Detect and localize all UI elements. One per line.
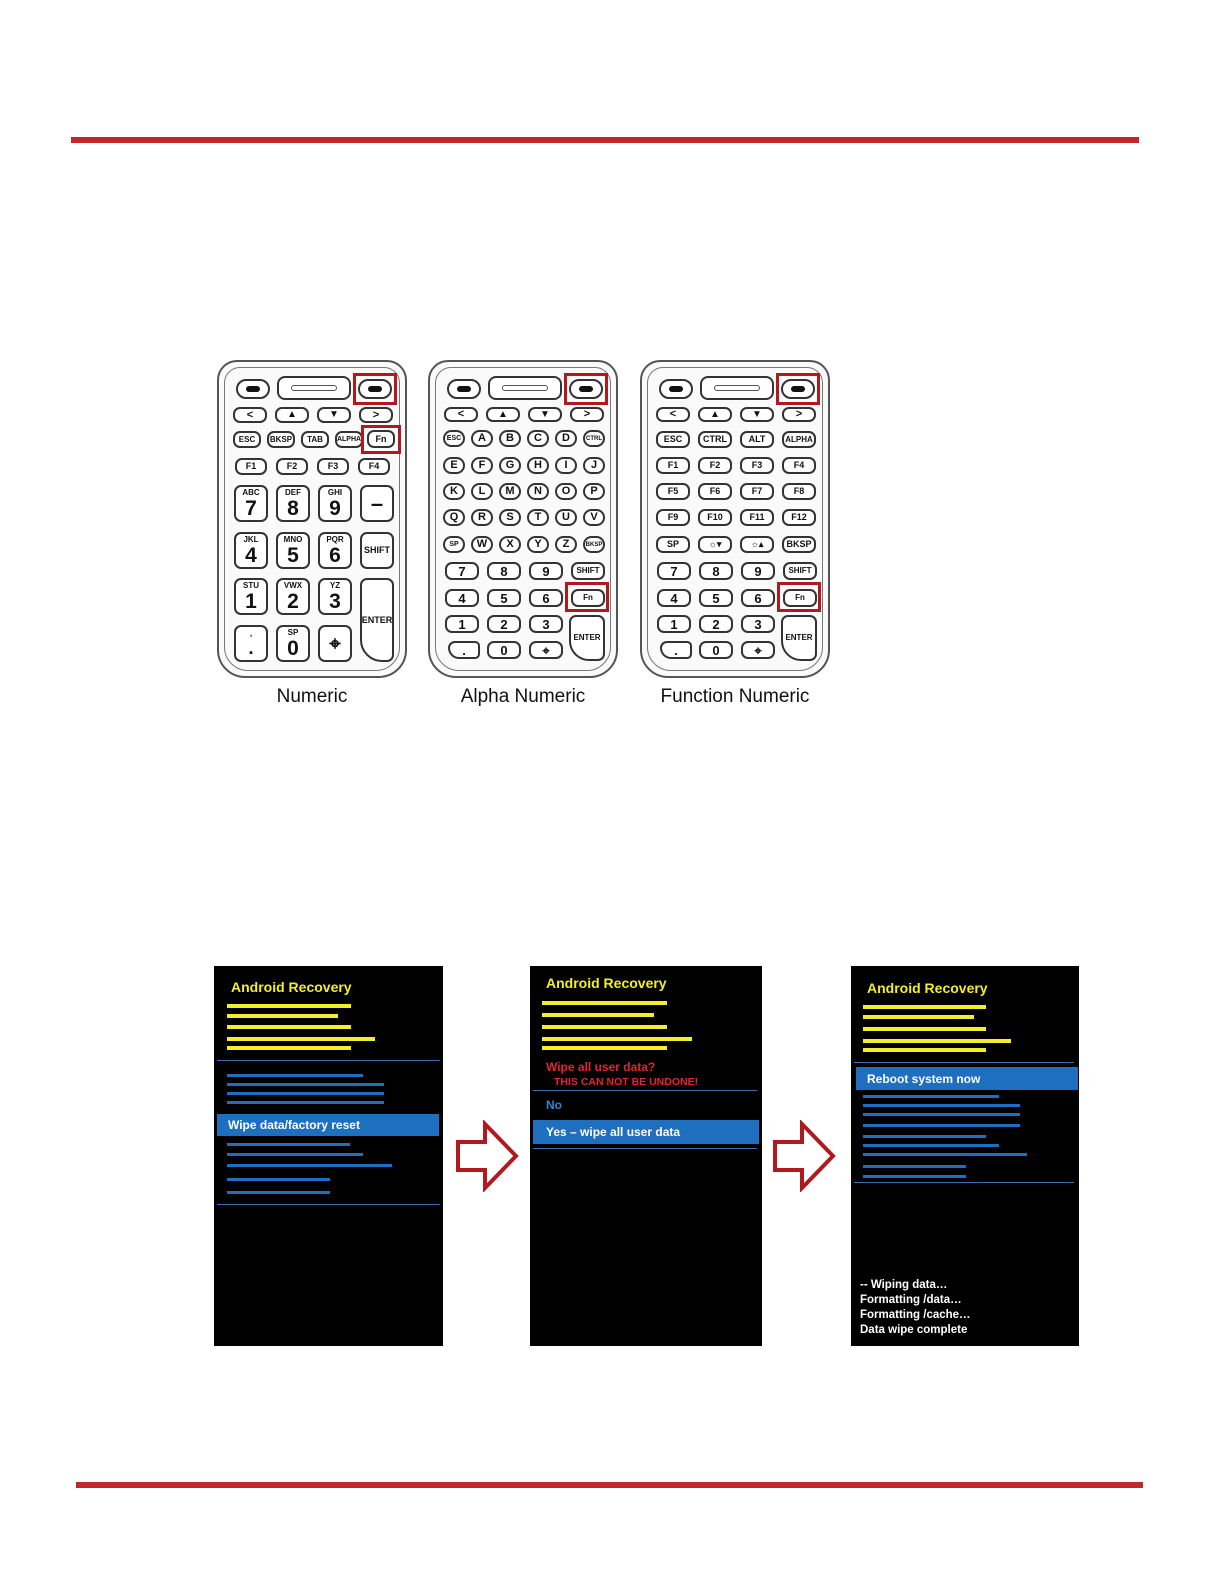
- right-arrow-key[interactable]: >: [359, 407, 393, 423]
- right-arrow-key[interactable]: >: [570, 407, 604, 422]
- f7-key[interactable]: F7: [740, 483, 774, 500]
- left-arrow-key[interactable]: <: [444, 407, 478, 422]
- key-sub-label: ,: [249, 629, 253, 638]
- f12-key[interactable]: F12: [782, 509, 816, 526]
- bksp-key[interactable]: BKSP: [782, 536, 816, 553]
- wipe-data-menu-item[interactable]: Wipe data/factory reset: [217, 1114, 439, 1136]
- pill-icon: [246, 386, 260, 392]
- key-main-label: 4: [245, 543, 257, 567]
- key-sub-label: JKL: [243, 534, 259, 544]
- key-a[interactable]: A: [471, 430, 493, 447]
- scan-bar-icon: [502, 385, 548, 391]
- menu-item-placeholder[interactable]: [863, 1165, 966, 1168]
- undo-warning: THIS CAN NOT BE UNDONE!: [554, 1076, 699, 1088]
- f9-key[interactable]: F9: [656, 509, 690, 526]
- key-0[interactable]: 0: [487, 641, 521, 659]
- scan-button[interactable]: [277, 376, 351, 400]
- ctrl-key[interactable]: CTRL: [583, 430, 605, 447]
- key-z[interactable]: Z: [555, 536, 577, 553]
- period-key[interactable]: .: [448, 641, 480, 659]
- brightness-up-key[interactable]: [740, 536, 774, 553]
- key-v[interactable]: V: [583, 509, 605, 526]
- key-sub-label: STU: [243, 580, 259, 590]
- function-numeric-keypad: [640, 360, 830, 678]
- menu-item-placeholder[interactable]: [863, 1135, 986, 1138]
- f4-key[interactable]: F4: [358, 458, 390, 475]
- key-h[interactable]: H: [527, 457, 549, 474]
- key-9[interactable]: [318, 485, 352, 522]
- menu-item-placeholder[interactable]: [227, 1191, 330, 1194]
- down-arrow-key[interactable]: ▼: [528, 407, 562, 422]
- up-arrow-key[interactable]: ▲: [698, 407, 732, 422]
- period-key[interactable]: [234, 625, 268, 662]
- scan-button[interactable]: [488, 376, 562, 400]
- enter-key[interactable]: [360, 578, 394, 662]
- key-8[interactable]: 8: [487, 562, 521, 580]
- crosshair-key[interactable]: [318, 625, 352, 662]
- log-line: Data wipe complete: [860, 1324, 968, 1336]
- key-e[interactable]: E: [443, 457, 465, 474]
- sp-key[interactable]: SP: [656, 536, 690, 553]
- enter-label: ENTER: [361, 614, 393, 625]
- crosshair-icon: ⌖: [754, 642, 762, 658]
- f11-key[interactable]: F11: [740, 509, 774, 526]
- text-placeholder: [863, 1039, 1011, 1043]
- text-placeholder: [542, 1046, 667, 1050]
- text-placeholder: [227, 1025, 351, 1029]
- key-7[interactable]: 7: [445, 562, 479, 580]
- option-yes-wipe[interactable]: Yes – wipe all user data: [533, 1120, 759, 1144]
- key-4[interactable]: 4: [445, 589, 479, 607]
- key-7[interactable]: [234, 485, 268, 522]
- crosshair-icon: ⌖: [542, 642, 550, 658]
- key-2[interactable]: 2: [487, 615, 521, 633]
- esc-key[interactable]: ESC: [443, 430, 465, 447]
- menu-item-placeholder[interactable]: [863, 1175, 966, 1178]
- enter-key[interactable]: ENTER: [569, 615, 605, 661]
- key-2[interactable]: [276, 578, 310, 615]
- key-main-label: 9: [329, 496, 341, 520]
- highlight-box: [565, 582, 609, 612]
- log-line: -- Wiping data…: [860, 1279, 948, 1291]
- key-t[interactable]: T: [527, 509, 549, 526]
- key-main-label: 8: [287, 496, 299, 520]
- key-sub-label: DEF: [285, 487, 301, 497]
- key-6[interactable]: 6: [741, 589, 775, 607]
- key-w[interactable]: W: [471, 536, 493, 553]
- key-k[interactable]: K: [443, 483, 465, 500]
- key-8[interactable]: [276, 485, 310, 522]
- key-r[interactable]: R: [471, 509, 493, 526]
- alpha-numeric-keypad: [428, 360, 618, 678]
- text-placeholder: [863, 1048, 986, 1052]
- bksp-key[interactable]: BKSP: [583, 536, 605, 553]
- divider: [217, 1204, 440, 1205]
- key-main-label: 1: [245, 589, 257, 613]
- pill-icon: [669, 386, 683, 392]
- key-5[interactable]: 5: [699, 589, 733, 607]
- key-3[interactable]: [318, 578, 352, 615]
- menu-item-placeholder[interactable]: [227, 1083, 384, 1086]
- divider: [854, 1062, 1074, 1063]
- crosshair-icon: ⌖: [329, 632, 341, 655]
- text-placeholder: [542, 1037, 692, 1041]
- right-arrow-key[interactable]: >: [782, 407, 816, 422]
- wipe-prompt: Wipe all user data?: [546, 1060, 656, 1074]
- key-0[interactable]: [276, 625, 310, 662]
- recovery-title: Android Recovery: [231, 979, 352, 995]
- key-1[interactable]: 1: [445, 615, 479, 633]
- f10-key[interactable]: F10: [698, 509, 732, 526]
- key-g[interactable]: G: [499, 457, 521, 474]
- key-6[interactable]: [318, 532, 352, 569]
- key-n[interactable]: N: [527, 483, 549, 500]
- key-6[interactable]: 6: [529, 589, 563, 607]
- f1-key[interactable]: F1: [235, 458, 267, 475]
- text-placeholder: [227, 1004, 351, 1008]
- key-sub-label: PQR: [326, 534, 344, 544]
- key-i[interactable]: I: [555, 457, 577, 474]
- key-7[interactable]: 7: [657, 562, 691, 580]
- divider: [533, 1148, 757, 1149]
- f2-key[interactable]: F2: [276, 458, 308, 475]
- key-sub-label: VWX: [283, 580, 303, 590]
- scan-button[interactable]: [700, 376, 774, 400]
- text-placeholder: [542, 1013, 654, 1017]
- f3-key[interactable]: F3: [740, 457, 774, 474]
- key-s[interactable]: S: [499, 509, 521, 526]
- divider: [217, 1060, 440, 1061]
- scan-bar-icon: [291, 385, 337, 391]
- menu-item-placeholder[interactable]: [227, 1164, 392, 1167]
- key-f[interactable]: F: [471, 457, 493, 474]
- brightness-down-icon: ☼▾: [708, 539, 722, 549]
- shift-key[interactable]: SHIFT: [571, 562, 605, 580]
- key-l[interactable]: L: [471, 483, 493, 500]
- tab-key[interactable]: TAB: [301, 431, 329, 448]
- key-y[interactable]: Y: [527, 536, 549, 553]
- key-x[interactable]: X: [499, 536, 521, 553]
- key-main-label: 3: [329, 589, 341, 613]
- key-m[interactable]: M: [499, 483, 521, 500]
- alpha-key[interactable]: ALPHA: [335, 431, 363, 448]
- text-placeholder: [863, 1027, 986, 1031]
- key-3[interactable]: 3: [529, 615, 563, 633]
- top-rule: [71, 137, 1139, 143]
- log-line: Formatting /data…: [860, 1294, 962, 1306]
- menu-item-placeholder[interactable]: [227, 1092, 384, 1095]
- key-o[interactable]: O: [555, 483, 577, 500]
- crosshair-key[interactable]: [741, 641, 775, 659]
- crosshair-key[interactable]: [529, 641, 563, 659]
- reboot-menu-item[interactable]: Reboot system now: [856, 1067, 1078, 1090]
- esc-key[interactable]: ESC: [233, 431, 261, 448]
- text-placeholder: [542, 1025, 667, 1029]
- text-placeholder: [542, 1001, 667, 1005]
- bottom-rule: [76, 1482, 1143, 1488]
- menu-item-placeholder[interactable]: [227, 1101, 384, 1104]
- left-arrow-key[interactable]: <: [656, 407, 690, 422]
- brightness-down-key[interactable]: [698, 536, 732, 553]
- esc-key[interactable]: ESC: [656, 431, 690, 448]
- fn-key[interactable]: Fn: [571, 589, 605, 607]
- sp-key[interactable]: SP: [443, 536, 465, 553]
- key-main-label: 2: [287, 589, 299, 613]
- menu-item-placeholder[interactable]: [227, 1178, 330, 1181]
- key-q[interactable]: Q: [443, 509, 465, 526]
- f4-key[interactable]: F4: [782, 457, 816, 474]
- keypad-label-function-numeric: Function Numeric: [660, 686, 810, 707]
- shift-key[interactable]: SHIFT: [360, 532, 394, 569]
- numeric-keypad: [217, 360, 407, 678]
- down-arrow-key[interactable]: ▼: [740, 407, 774, 422]
- f8-key[interactable]: F8: [782, 483, 816, 500]
- divider: [533, 1090, 757, 1091]
- key-2[interactable]: 2: [699, 615, 733, 633]
- key-sub-label: YZ: [329, 580, 341, 590]
- enter-key[interactable]: ENTER: [781, 615, 817, 661]
- f3-key[interactable]: F3: [317, 458, 349, 475]
- text-placeholder: [227, 1014, 338, 1018]
- key-9[interactable]: 9: [741, 562, 775, 580]
- left-arrow-key[interactable]: <: [233, 407, 267, 423]
- shift-key[interactable]: SHIFT: [783, 562, 817, 580]
- key-4[interactable]: [234, 532, 268, 569]
- menu-item-placeholder[interactable]: [863, 1153, 1027, 1156]
- left-trigger-button[interactable]: [659, 379, 693, 399]
- text-placeholder: [863, 1005, 986, 1009]
- highlight-box: [353, 373, 397, 405]
- log-line: Formatting /cache…: [860, 1309, 971, 1321]
- menu-item-placeholder[interactable]: [863, 1104, 1020, 1107]
- left-trigger-button[interactable]: [236, 379, 270, 399]
- pill-icon: [457, 386, 471, 392]
- key-p[interactable]: P: [583, 483, 605, 500]
- text-placeholder: [227, 1046, 351, 1050]
- key-main-label: 7: [245, 496, 257, 520]
- bksp-key[interactable]: BKSP: [267, 431, 295, 448]
- key-1[interactable]: [234, 578, 268, 615]
- menu-item-placeholder[interactable]: [227, 1074, 363, 1077]
- menu-item-placeholder[interactable]: [863, 1113, 1020, 1116]
- key-5[interactable]: [276, 532, 310, 569]
- highlight-box: [777, 582, 821, 612]
- menu-item-placeholder[interactable]: [863, 1144, 999, 1147]
- brightness-up-icon: ☼▴: [750, 539, 764, 549]
- option-no[interactable]: No: [546, 1098, 562, 1112]
- menu-item-placeholder[interactable]: [863, 1095, 999, 1098]
- recovery-screen-complete: [851, 966, 1079, 1346]
- key-b[interactable]: B: [499, 430, 521, 447]
- highlight-box: [361, 425, 401, 454]
- key-main-label: .: [248, 638, 254, 658]
- minus-key[interactable]: –: [360, 485, 394, 522]
- key-j[interactable]: J: [583, 457, 605, 474]
- alpha-key[interactable]: ALPHA: [782, 431, 816, 448]
- key-sub-label: SP: [287, 627, 299, 637]
- recovery-title: Android Recovery: [867, 980, 988, 996]
- key-5[interactable]: 5: [487, 589, 521, 607]
- menu-item-placeholder[interactable]: [863, 1124, 1020, 1127]
- key-sub-label: ABC: [242, 487, 260, 497]
- fn-key[interactable]: Fn: [367, 430, 395, 448]
- left-trigger-button[interactable]: [447, 379, 481, 399]
- alt-key[interactable]: ALT: [740, 431, 774, 448]
- key-main-label: 0: [287, 636, 299, 660]
- highlight-box: [776, 373, 820, 405]
- key-0[interactable]: 0: [699, 641, 733, 659]
- f2-key[interactable]: F2: [698, 457, 732, 474]
- down-arrow-key[interactable]: ▼: [317, 407, 351, 423]
- right-arrow-icon: [772, 1120, 836, 1192]
- key-c[interactable]: C: [527, 430, 549, 447]
- highlight-box: [564, 373, 608, 405]
- period-key[interactable]: .: [660, 641, 692, 659]
- key-sub-label: GHI: [327, 487, 343, 497]
- key-main-label: 5: [287, 543, 299, 567]
- up-arrow-key[interactable]: ▲: [486, 407, 520, 422]
- key-1[interactable]: 1: [657, 615, 691, 633]
- f6-key[interactable]: F6: [698, 483, 732, 500]
- key-9[interactable]: 9: [529, 562, 563, 580]
- fn-key[interactable]: Fn: [783, 589, 817, 607]
- key-3[interactable]: 3: [741, 615, 775, 633]
- key-sub-label: MNO: [283, 534, 303, 544]
- keypad-label-alpha-numeric: Alpha Numeric: [460, 686, 586, 707]
- text-placeholder: [227, 1037, 375, 1041]
- key-8[interactable]: 8: [699, 562, 733, 580]
- key-main-label: 6: [329, 543, 341, 567]
- ctrl-key[interactable]: CTRL: [698, 431, 732, 448]
- recovery-screen-confirm: [530, 966, 762, 1346]
- menu-item-placeholder[interactable]: [227, 1143, 350, 1146]
- f1-key[interactable]: F1: [656, 457, 690, 474]
- scan-bar-icon: [714, 385, 760, 391]
- key-u[interactable]: U: [555, 509, 577, 526]
- recovery-screen-main-menu: [214, 966, 443, 1346]
- f5-key[interactable]: F5: [656, 483, 690, 500]
- text-placeholder: [863, 1015, 974, 1019]
- keypad-label-numeric: Numeric: [276, 686, 348, 707]
- right-arrow-icon: [455, 1120, 519, 1192]
- key-4[interactable]: 4: [657, 589, 691, 607]
- divider: [854, 1182, 1074, 1183]
- key-d[interactable]: D: [555, 430, 577, 447]
- up-arrow-key[interactable]: ▲: [275, 407, 309, 423]
- recovery-title: Android Recovery: [546, 975, 667, 991]
- menu-item-placeholder[interactable]: [227, 1153, 363, 1156]
